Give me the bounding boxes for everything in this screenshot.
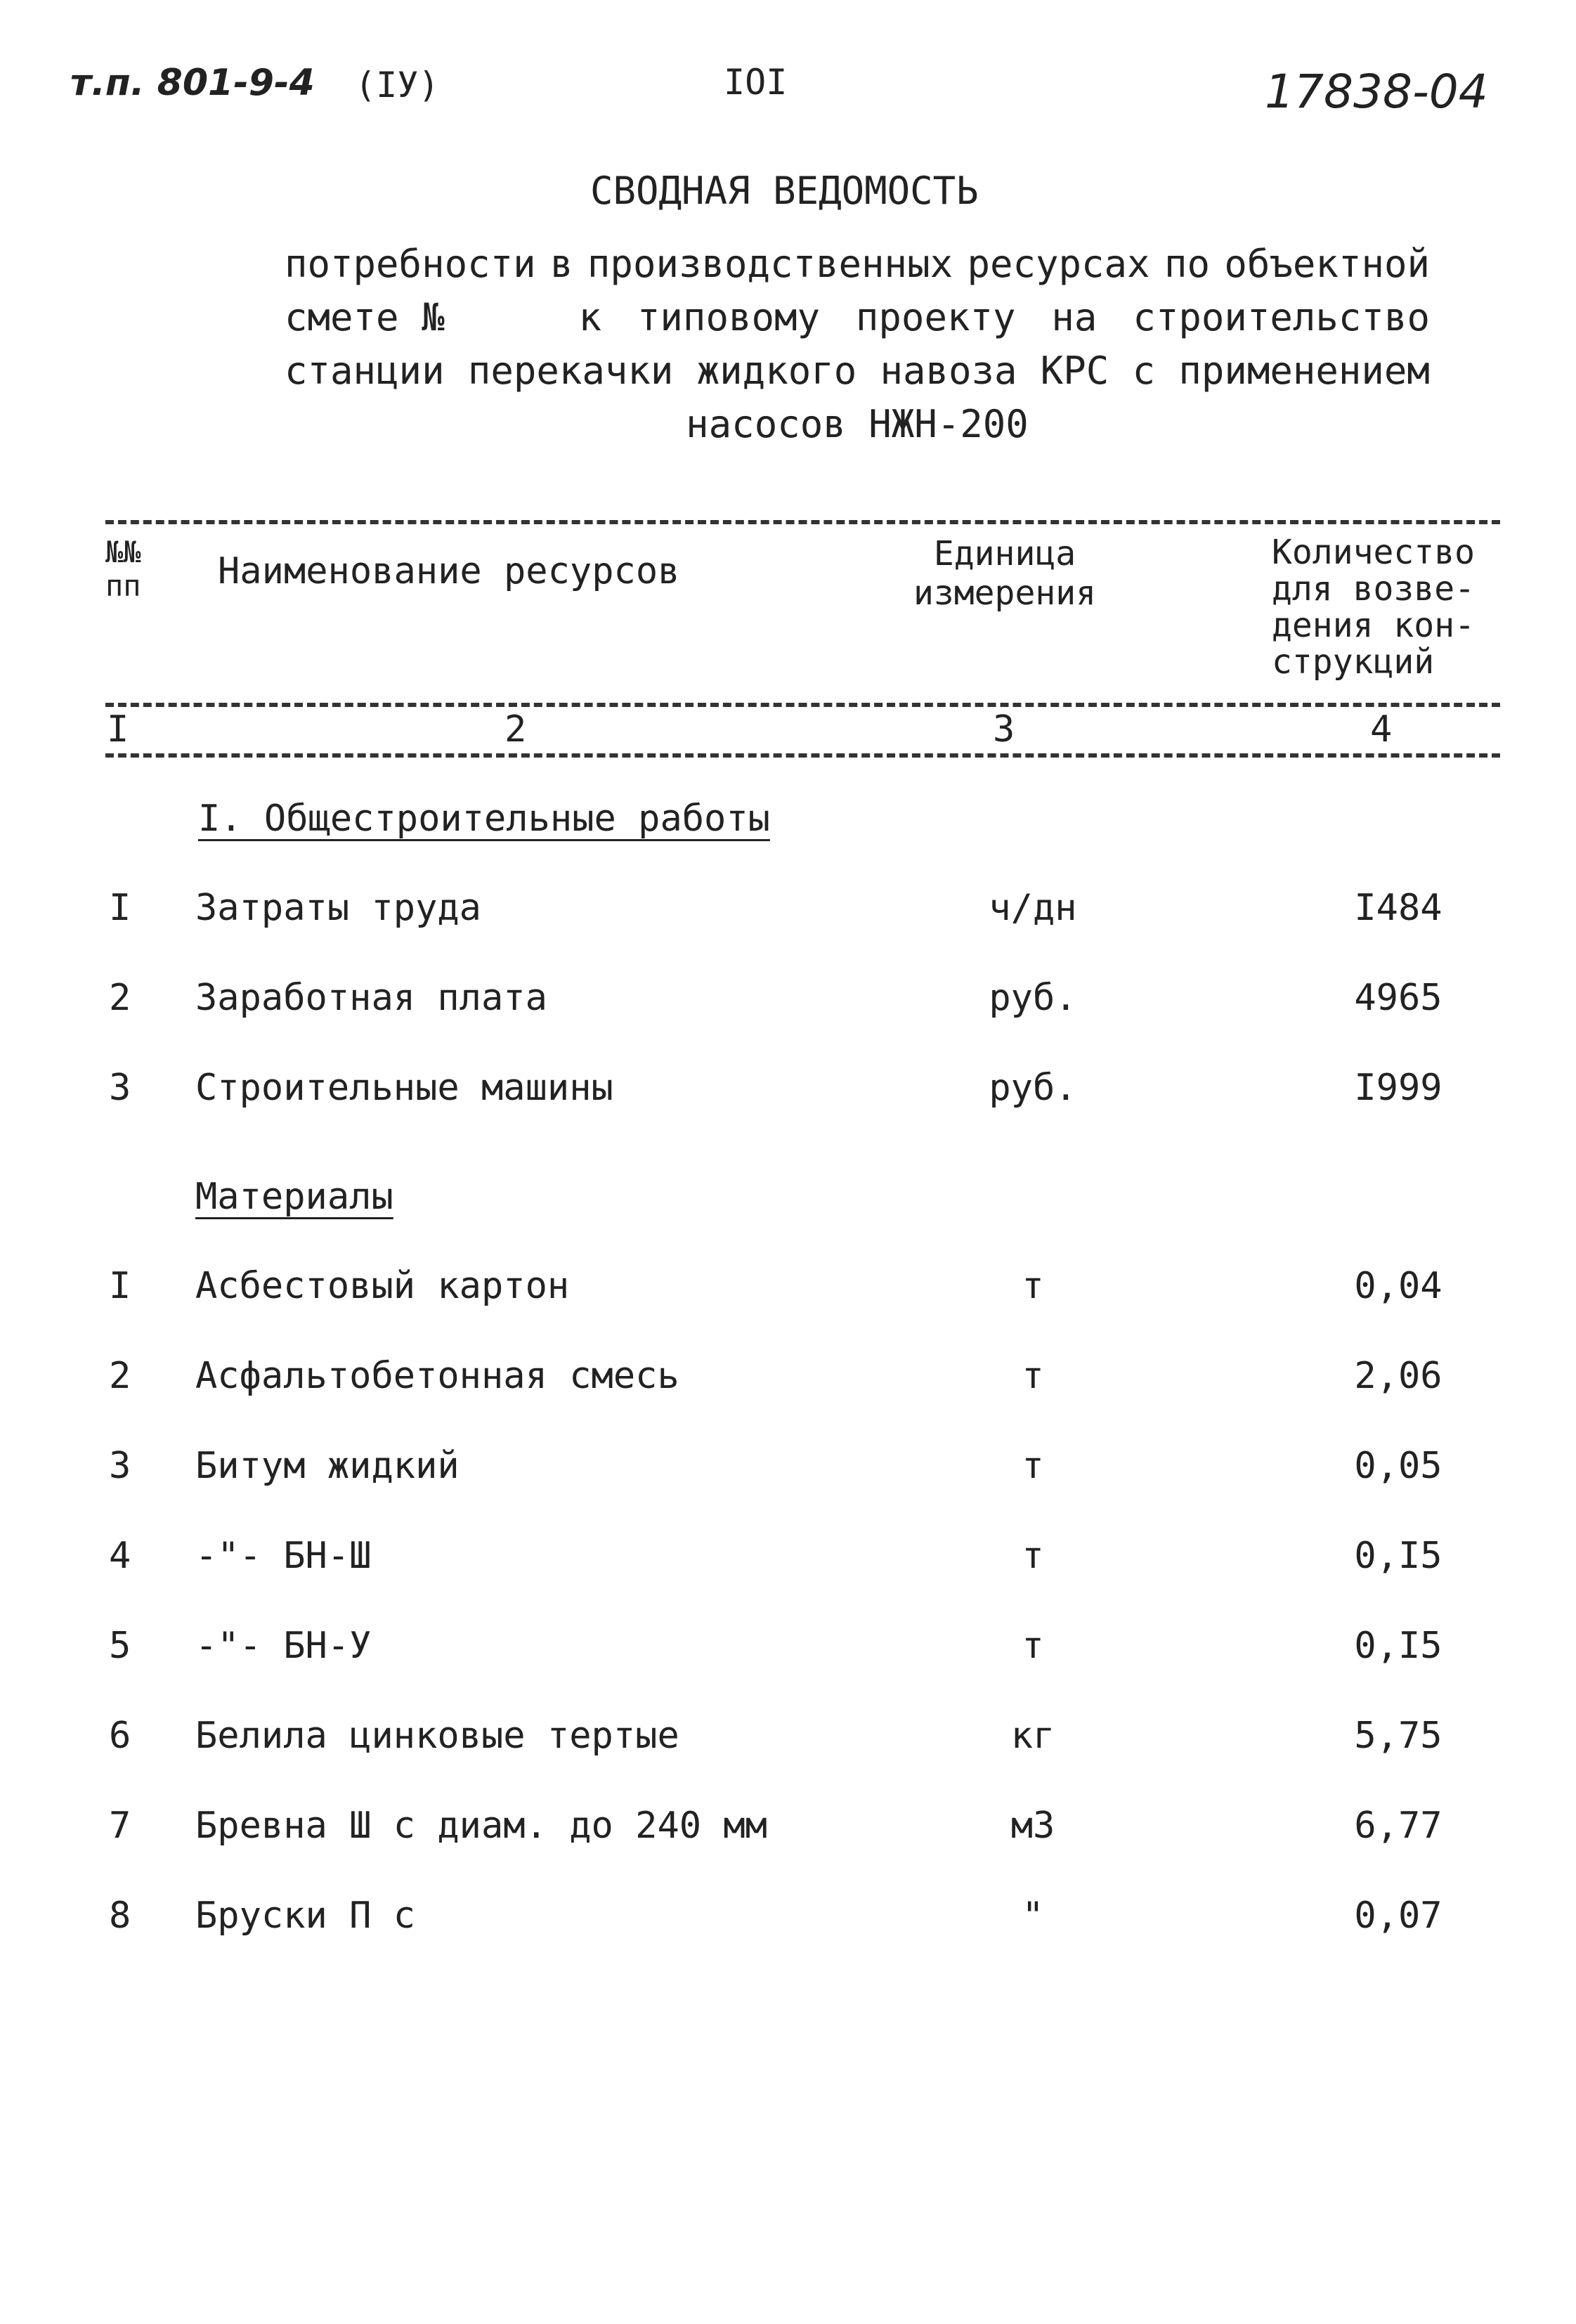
header-unit: Единица измерения xyxy=(913,534,1097,613)
table-header-rule xyxy=(105,703,1500,707)
table-row: 2 Асфальтобетонная смесь т 2,06 xyxy=(109,1355,1443,1397)
project-code: т.п. 801-9-4 xyxy=(70,62,315,104)
page-number: IOI xyxy=(724,62,788,103)
header-name: Наименование ресурсов xyxy=(218,550,680,592)
subtitle-line-2: смете № к типовому проекту на строительство xyxy=(285,295,1430,339)
table-row: 8 Бруски П с " 0,07 xyxy=(109,1895,1443,1937)
table-top-rule xyxy=(105,520,1500,524)
subtitle-line-3: станции перекачки жидкого навоза КРС с применением xyxy=(285,349,1430,393)
table-row: 3 Строительные машины руб. I999 xyxy=(109,1067,1443,1109)
table-row: 2 Заработная плата руб. 4965 xyxy=(109,977,1443,1019)
header-qty: Количество для возве- дения кон- струкций xyxy=(1272,533,1475,682)
section-materials-title: Материалы xyxy=(195,1176,393,1218)
table-row: I Асбестовый картон т 0,04 xyxy=(109,1265,1443,1307)
subtitle-line-4: насосов НЖН-200 xyxy=(686,402,1029,446)
document-heading: СВОДНАЯ ВЕДОМОСТЬ xyxy=(590,169,979,213)
table-row: 7 Бревна Ш с диам. до 240 мм м3 6,77 xyxy=(109,1805,1443,1847)
section-general-construction-title: I. Общестроительные работы xyxy=(198,798,770,840)
table-row: 3 Битум жидкий т 0,05 xyxy=(109,1445,1443,1487)
column-numbers-rule xyxy=(105,753,1500,758)
table-row: 6 Белила цинковые тертые кг 5,75 xyxy=(109,1715,1443,1757)
subtitle-line-1: потребности в производственных ресурсах по объектной xyxy=(285,242,1430,286)
table-row: 4 -"- БН-Ш т 0,I5 xyxy=(109,1535,1443,1577)
document-subtitle xyxy=(285,238,1430,451)
table-row: 5 -"- БН-У т 0,I5 xyxy=(109,1625,1443,1667)
table-row: I Затраты труда ч/дн I484 xyxy=(109,887,1443,929)
column-numbers-row: I 2 3 4 xyxy=(107,708,1393,751)
header-num: №№ пп xyxy=(105,535,141,603)
volume-label: (IУ) xyxy=(355,65,440,105)
inventory-number: 17838-04 xyxy=(1265,65,1488,119)
